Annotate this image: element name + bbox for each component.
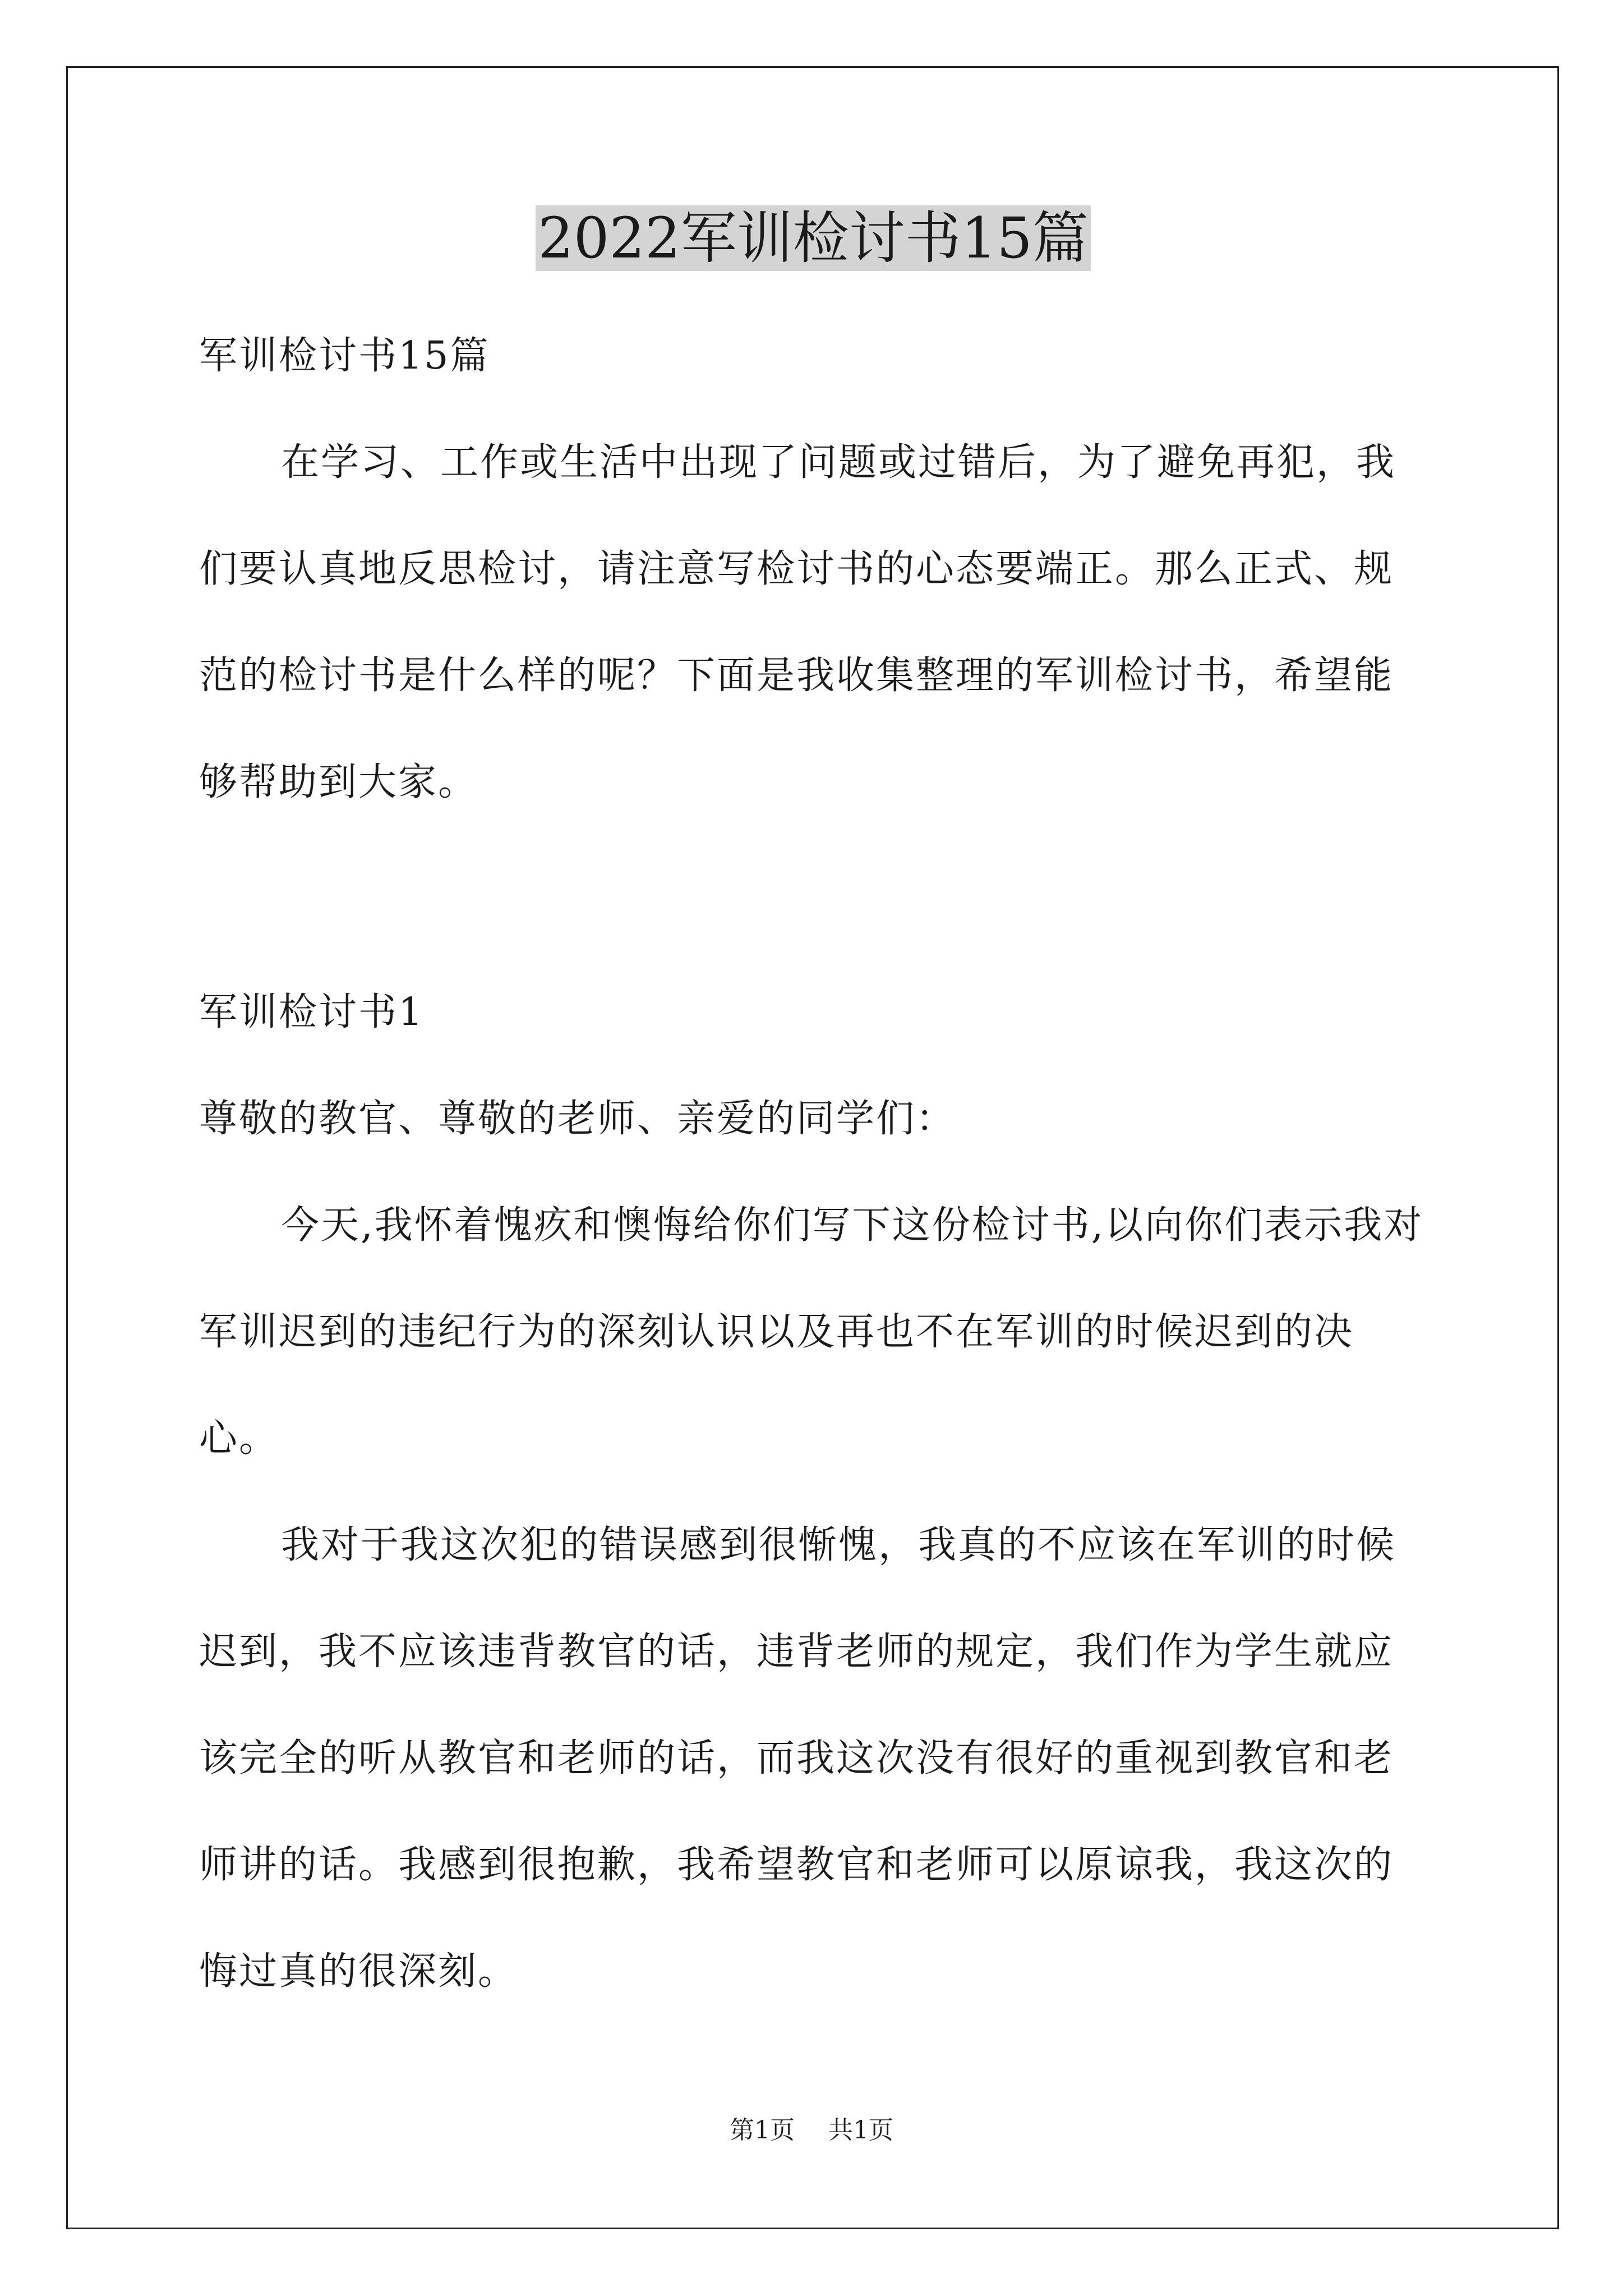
body-paragraph: 今天,我怀着愧疚和懊悔给你们写下这份检讨书,以向你们表示我对军训迟到的违纪行为的深刻认识以及再也不在军训的时候迟到的决心。 (199, 1203, 1424, 1461)
page-total: 共1页 (828, 2116, 893, 2145)
document-title (199, 199, 1427, 278)
section-heading: 军训检讨书1 (199, 990, 425, 1034)
body-paragraph: 我对于我这次犯的错误感到很惭愧，我真的不应该在军训的时候迟到，我不应该违背教官的话，违背老师的规定，我们作为学生就应该完全的听从教官和老师的话，而我这次没有很好的重视到教官和老师讲的话。我感到很抱歉，我希望教官和老师可以原谅我，我这次的悔过真的很深刻。 (199, 1523, 1396, 1994)
subtitle-paragraph: 军训检讨书15篇 (199, 334, 490, 378)
page-footer (0, 2114, 1623, 2147)
page-number: 第1页 (730, 2116, 795, 2145)
title-text: 2022军训检讨书15篇 (536, 205, 1091, 271)
intro-paragraph: 在学习、工作或生活中出现了问题或过错后，为了避免再犯，我们要认真地反思检讨，请注意写检讨书的心态要端正。那么正式、规范的检讨书是什么样的呢？下面是我收集整理的军训检讨书，希望能够帮助到大家。 (199, 440, 1396, 804)
salutation-paragraph: 尊敬的教官、尊敬的老师、亲爱的同学们： (199, 1097, 956, 1141)
